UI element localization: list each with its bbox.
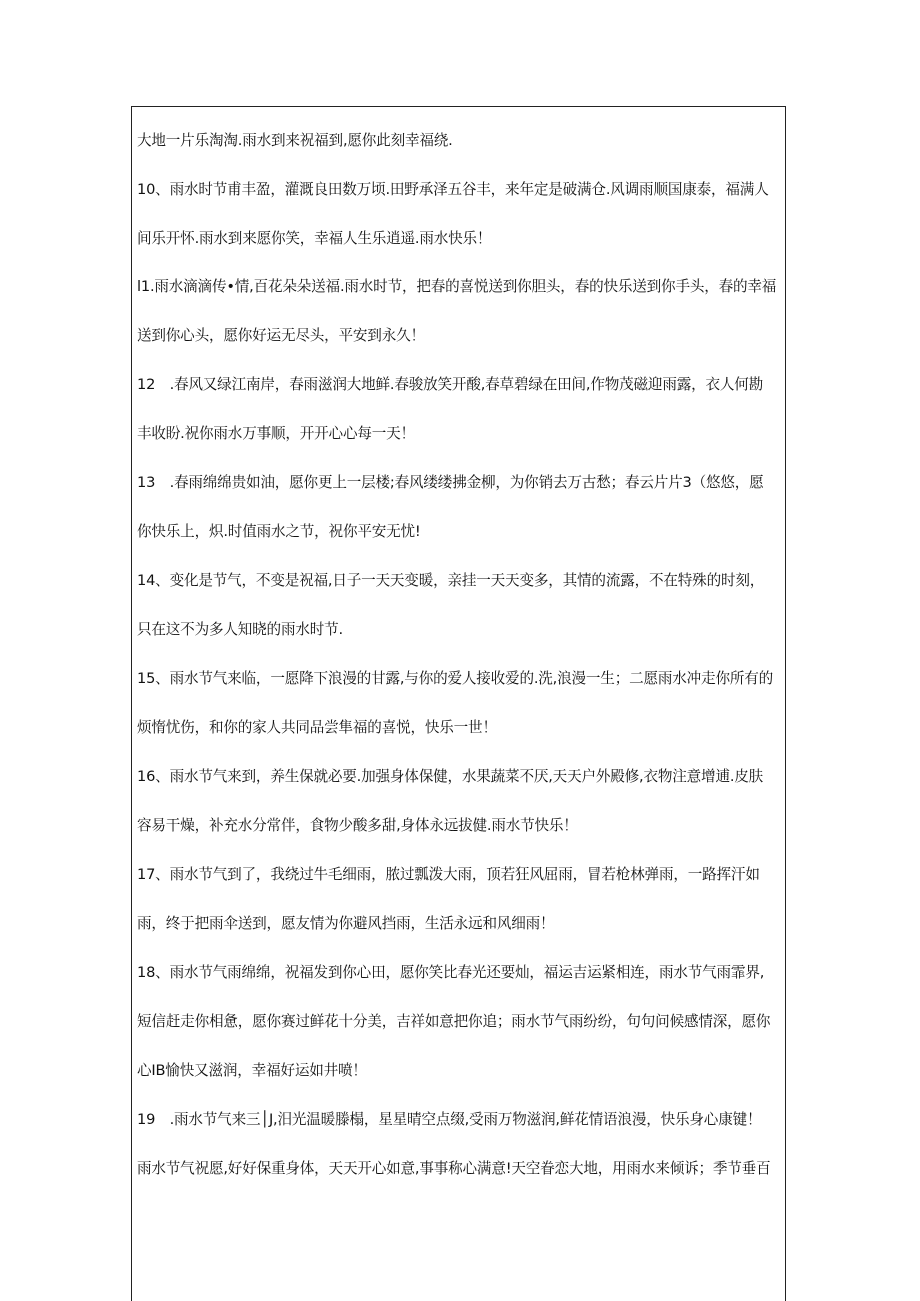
- text-line: 短信赶走你相惫，愿你赛过鲜花十分美，吉祥如意把你追；雨水节气雨纷纷，句句问候感情深，愿你: [137, 1013, 771, 1030]
- text-line: 你快乐上，炽.时值雨水之节，祝你平安无忧!: [137, 523, 421, 540]
- text-line: 雨，终于把雨伞送到，愿友情为你避风挡雨，生活永远和风细雨！: [137, 915, 555, 932]
- text-line: 13 .春雨绵绵贵如油，愿你更上一层楼;春风缕缕拂金柳，为你销去万古愁；春云片片3（悠悠，愿: [137, 474, 764, 491]
- text-line: 大地一片乐淘淘.雨水到来祝福到,愿你此刻幸福绕.: [137, 132, 453, 149]
- text-line: 10、雨水时节甫丰盈，灌溉良田数万顷.田野承泽五谷丰，来年定是破满仓.风调雨顺国康泰，福满人: [137, 181, 769, 198]
- text-line: 只在这不为多人知晓的雨水时节.: [137, 621, 343, 638]
- text-line: 丰收盼.祝你雨水万事顺，开开心心每一天！: [137, 425, 415, 442]
- text-line: 19 .雨水节气来三│J,汨光温暖滕榻，星星晴空点缀,受雨万物滋润,鲜花情语浪漫，快乐身心康键！: [137, 1111, 762, 1128]
- text-line: 间乐开怀.雨水到来愿你笑，幸福人生乐逍遥.雨水快乐！: [137, 230, 492, 247]
- text-line: 17、雨水节气到了，我绕过牛毛细雨，脓过瓢泼大雨，顶若狂风屈雨，冒若枪林弹雨，一路挥汗如: [137, 866, 760, 883]
- text-line: 12 .春风又绿江南岸，春雨滋润大地鲜.春骏放笑开酸,春草碧绿在田间,作物茂磁迎雨露，衣人何勘: [137, 376, 764, 393]
- text-line: 容易干燥，补充水分常伴，食物少酸多甜,身体永远拔健.雨水节快乐！: [137, 817, 578, 834]
- text-line: 烦惰忧伤，和你的家人共同品尝隼福的喜悦，快乐一世！: [137, 719, 497, 736]
- text-line: 雨水节气祝愿,好好保重身体，天天开心如意,事事称心满意!天空眷恋大地，用雨水来倾诉；季节垂百: [137, 1160, 771, 1177]
- text-line: 14、变化是节气，不变是祝福,日子一天天变暖，亲挂一天天变多，其情的流露，不在特殊的时刻，: [137, 572, 765, 589]
- text-line: 送到你心头，愿你好运无尽头，平安到永久！: [137, 327, 425, 344]
- text-line: 15、雨水节气来临，一愿降下浪漫的甘露,与你的爱人接收爱的.洗,浪漫一生；二愿雨水冲走你所有的: [137, 670, 774, 687]
- text-line: l1.雨水滴滴传•情,百花朵朵送福.雨水时节，把春的喜悦送到你胆头，春的快乐送到你手头，春的幸福: [137, 278, 777, 295]
- text-line: 心IB愉快又滋润，幸福好运如井喷！: [137, 1062, 367, 1079]
- text-line: 18、雨水节气雨绵绵，祝福发到你心田，愿你笑比春光还要灿，福运吉运紧相连，雨水节气雨霏界,: [137, 964, 765, 981]
- text-line: 16、雨水节气来到，养生保就必要.加强身体保健，水果蔬菜不厌,天天户外殿修,衣物注意增逋.皮肤: [137, 768, 764, 785]
